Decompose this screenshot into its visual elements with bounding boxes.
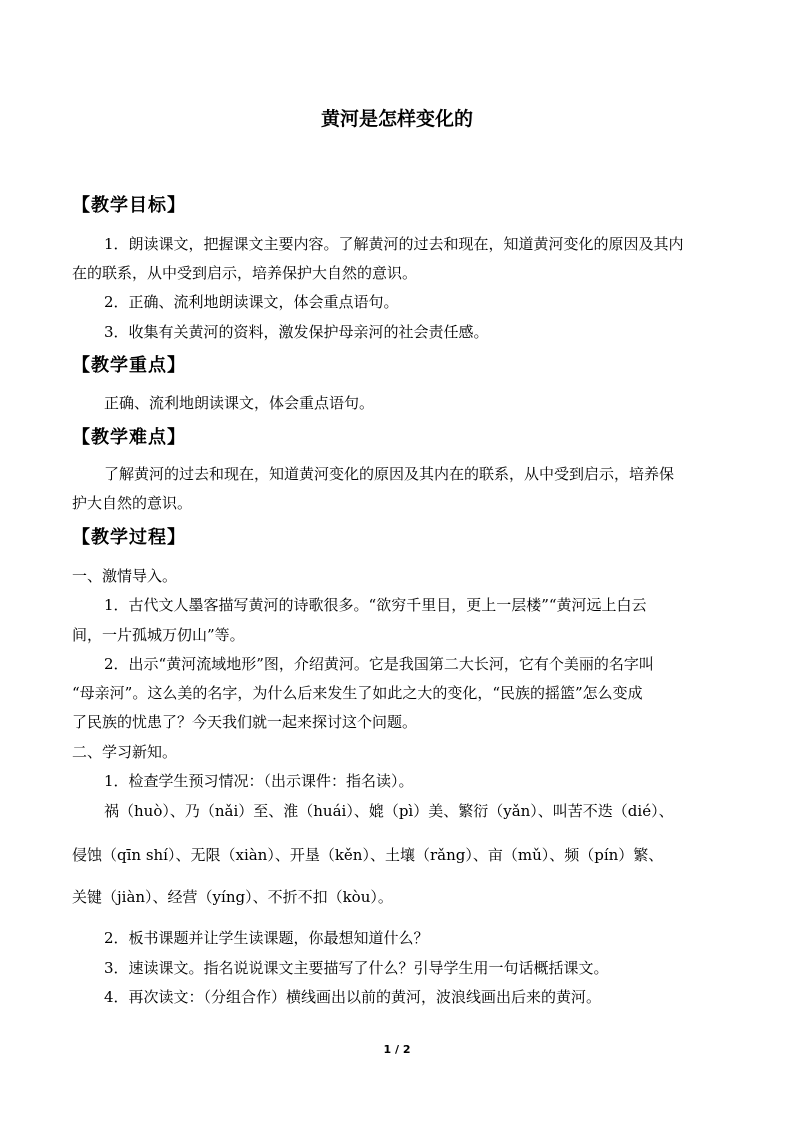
- heading-process: 【教学过程】: [72, 527, 186, 548]
- heading-key-points: 【教学重点】: [72, 355, 186, 376]
- process-line-12: 2．板书课题并让学生读课题，你最想知道什么？: [104, 929, 429, 947]
- process-line-5: “母亲河”。这么美的名字，为什么后来发生了如此之大的变化，“民族的摇篮”怎么变成: [72, 684, 643, 702]
- process-line-14: 4．再次读文：（分组合作）横线画出以前的黄河，波浪线画出后来的黄河。: [104, 988, 602, 1006]
- process-line-8: 1．检查学生预习情况：（出示课件：指名读）。: [104, 772, 414, 790]
- process-line-10-pinyin: 侵蚀（qīn shí）、无限（xiàn）、开垦（kěn）、土壤（rǎng）、亩（mǔ）、频（pín）繁、: [72, 846, 664, 864]
- process-line-4: 2．出示“黄河流域地形”图，介绍黄河。它是我国第二大长河，它有个美丽的名字叫: [104, 655, 654, 673]
- process-line-1: 一、激情导入。: [72, 567, 178, 585]
- page-title: 黄河是怎样变化的: [320, 108, 473, 130]
- heading-difficulties: 【教学难点】: [72, 427, 186, 448]
- heading-goals: 【教学目标】: [72, 195, 186, 216]
- goals-line-1: 1．朗读课文，把握课文主要内容。了解黄河的过去和现在，知道黄河变化的原因及其内: [104, 235, 684, 253]
- process-line-13: 3．速读课文。指名说说课文主要描写了什么？引导学生用一句话概括课文。: [104, 959, 609, 977]
- goals-line-3: 2．正确、流利地朗读课文，体会重点语句。: [104, 293, 399, 311]
- key-points-line-1: 正确、流利地朗读课文，体会重点语句。: [104, 394, 375, 412]
- process-line-11-pinyin: 关键（jiàn）、经营（yíng）、不折不扣（kòu）。: [72, 888, 393, 906]
- page-number: 1 / 2: [383, 1043, 411, 1056]
- process-line-3: 间，一片孤城万仞山”等。: [72, 626, 245, 644]
- difficulties-line-1: 了解黄河的过去和现在，知道黄河变化的原因及其内在的联系，从中受到启示，培养保: [104, 465, 675, 483]
- goals-line-4: 3．收集有关黄河的资料，激发保护母亲河的社会责任感。: [104, 323, 489, 341]
- process-line-6: 了民族的忧患了？今天我们就一起来探讨这个问题。: [72, 713, 418, 731]
- process-line-9-pinyin: 祸（huò）、乃（nǎi）至、淮（huái）、媲（pì）美、繁衍（yǎn）、叫苦不迭（dié）、: [104, 802, 674, 820]
- process-line-7: 二、学习新知。: [72, 743, 178, 761]
- difficulties-line-2: 护大自然的意识。: [72, 494, 193, 512]
- process-line-2: 1．古代文人墨客描写黄河的诗歌很多。“欲穷千里目，更上一层楼”“黄河远上白云: [104, 596, 647, 614]
- goals-line-2: 在的联系，从中受到启示，培养保护大自然的意识。: [72, 264, 418, 282]
